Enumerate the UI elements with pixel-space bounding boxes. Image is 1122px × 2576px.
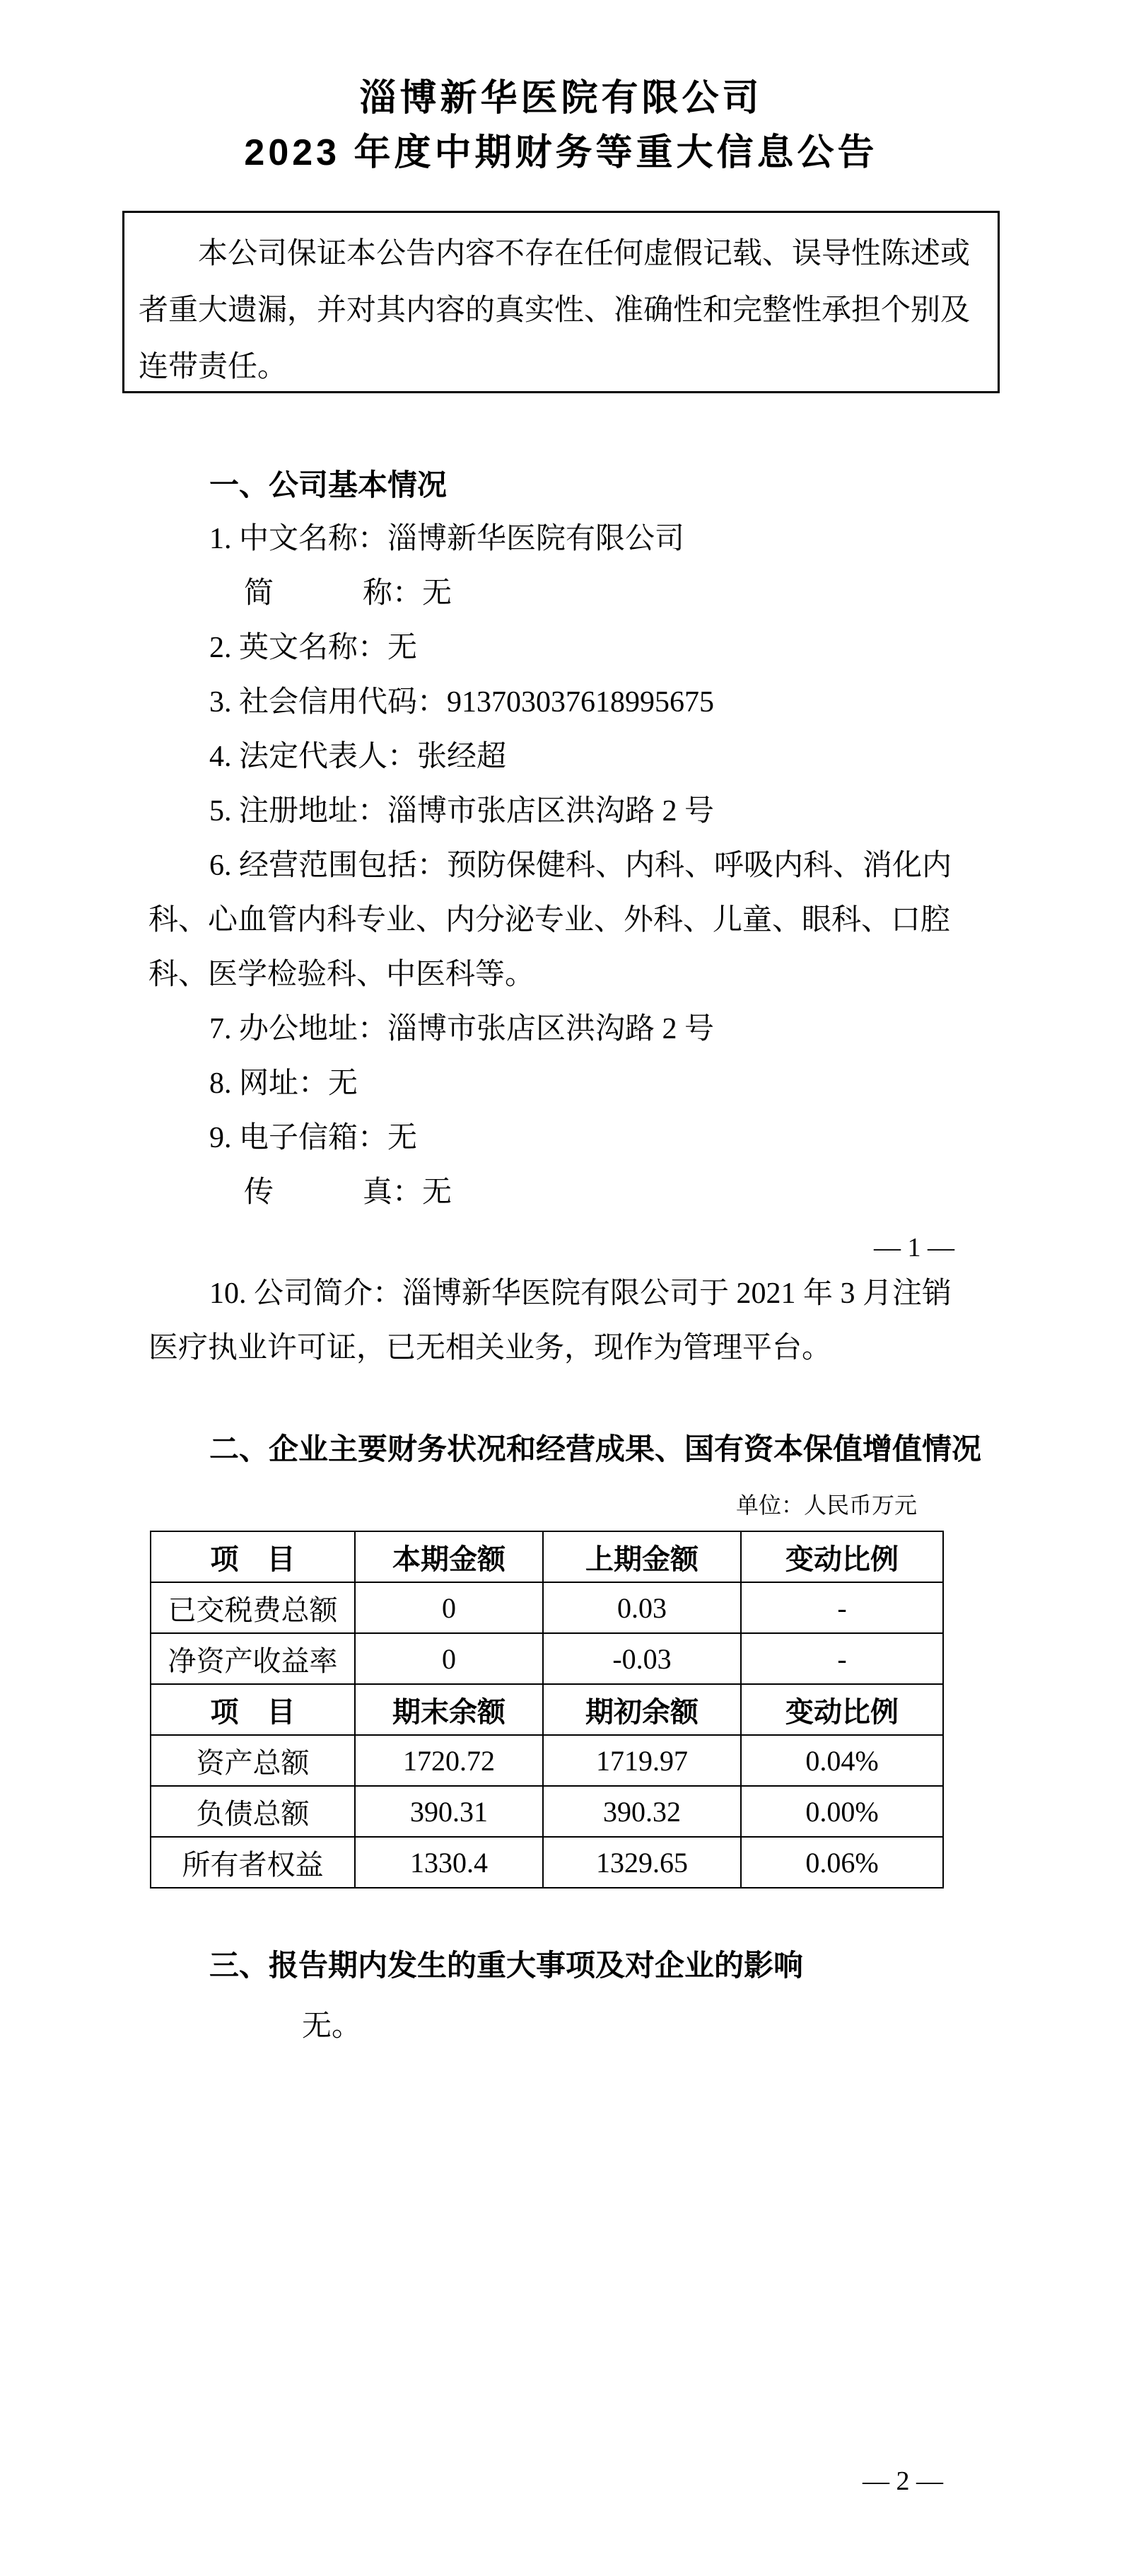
- basic-info-item-business-scope-wrap: 科、医学检验科、中医科等。: [148, 958, 535, 991]
- table-cell: 资产总额: [151, 1735, 355, 1786]
- major-events-content: 无。: [302, 2010, 362, 2043]
- section-heading-basic-info: 一、公司基本情况: [209, 468, 448, 501]
- table-cell: 净资产收益率: [151, 1633, 355, 1684]
- table-cell: 0.03: [543, 1582, 741, 1633]
- basic-info-item-website: 8. 网址：无: [209, 1067, 358, 1100]
- table-cell: -0.03: [543, 1633, 741, 1684]
- table-row-owners-equity: [151, 1837, 943, 1888]
- table-cell: 1719.97: [543, 1735, 741, 1786]
- table-header-cell: 本期金额: [355, 1531, 543, 1582]
- basic-info-item-registered-address: 5. 注册地址：淄博市张店区洪沟路 2 号: [209, 795, 715, 828]
- table-cell: 0.06%: [741, 1837, 943, 1888]
- table-header-row: [151, 1684, 943, 1735]
- finance-table: [150, 1531, 944, 1889]
- document-title-block: [0, 71, 1122, 180]
- basic-info-item-email: 9. 电子信箱：无: [209, 1122, 418, 1154]
- disclaimer-line: 者重大遗漏，并对其内容的真实性、准确性和完整性承担个别及: [139, 294, 971, 327]
- disclaimer-line: 本公司保证本公告内容不存在任何虚假记载、误导性陈述或: [198, 238, 971, 270]
- basic-info-item-credit-code: 3. 社会信用代码：913703037618995675: [209, 686, 715, 719]
- table-header-cell: 上期金额: [543, 1531, 741, 1582]
- table-header-cell: 变动比例: [741, 1531, 943, 1582]
- table-header-row: [151, 1531, 943, 1582]
- page-1-footer: — 1 —: [874, 1233, 954, 1263]
- table-cell: -: [741, 1582, 943, 1633]
- unit-note: 单位：人民币万元: [735, 1492, 917, 1518]
- section-heading-major-events: 三、报告期内发生的重大事项及对企业的影响: [209, 1949, 804, 1982]
- table-header-cell: 项 目: [151, 1531, 355, 1582]
- basic-info-item-english-name: 2. 英文名称：无: [209, 632, 418, 664]
- table-cell: -: [741, 1633, 943, 1684]
- table-row-total-assets: [151, 1735, 943, 1786]
- table-cell: 0.04%: [741, 1735, 943, 1786]
- table-header-cell: 期初余额: [543, 1684, 741, 1735]
- table-cell: 0: [355, 1633, 543, 1684]
- basic-info-item-company-profile-wrap: 医疗执业许可证，已无相关业务，现作为管理平台。: [148, 1332, 832, 1364]
- table-cell: 1330.4: [355, 1837, 543, 1888]
- table-row-total-liabilities: [151, 1786, 943, 1837]
- table-cell: 0.00%: [741, 1786, 943, 1837]
- basic-info-item-short-name: 简 称：无: [244, 577, 452, 610]
- page-title: 淄博新华医院有限公司: [359, 78, 763, 119]
- basic-info-item-business-scope-wrap: 科、心血管内科专业、内分泌专业、外科、儿童、眼科、口腔: [148, 904, 951, 936]
- table-header-cell: 变动比例: [741, 1684, 943, 1735]
- table-cell: 负债总额: [151, 1786, 355, 1837]
- disclaimer-box: [122, 211, 1000, 393]
- company-profile-paragraph: [148, 1267, 1032, 1376]
- basic-info-item-fax: 传 真：无: [244, 1176, 452, 1209]
- section-basic-info: [148, 458, 1032, 1220]
- table-cell: 390.32: [543, 1786, 741, 1837]
- table-row-taxes-paid: [151, 1582, 943, 1633]
- basic-info-item-business-scope: 6. 经营范围包括：预防保健科、内科、呼吸内科、消化内: [209, 849, 952, 882]
- section-heading-finance: 二、企业主要财务状况和经营成果、国有资本保值增值情况: [209, 1432, 982, 1466]
- page-2-footer: — 2 —: [863, 2466, 943, 2496]
- table-cell: 1329.65: [543, 1837, 741, 1888]
- table-header-cell: 期末余额: [355, 1684, 543, 1735]
- table-cell: 390.31: [355, 1786, 543, 1837]
- basic-info-item-legal-representative: 4. 法定代表人：张经超: [209, 741, 507, 773]
- page-subtitle: 2023 年度中期财务等重大信息公告: [244, 132, 878, 173]
- basic-info-item-chinese-name: 1. 中文名称：淄博新华医院有限公司: [209, 523, 685, 555]
- disclaimer-line: 连带责任。: [139, 351, 288, 383]
- table-cell: 所有者权益: [151, 1837, 355, 1888]
- table-row-return-on-equity: [151, 1633, 943, 1684]
- table-cell: 已交税费总额: [151, 1582, 355, 1633]
- basic-info-item-office-address: 7. 办公地址：淄博市张店区洪沟路 2 号: [209, 1013, 715, 1045]
- table-cell: 0: [355, 1582, 543, 1633]
- table-header-cell: 项 目: [151, 1684, 355, 1735]
- basic-info-item-company-profile: 10. 公司简介：淄博新华医院有限公司于 2021 年 3 月注销: [209, 1277, 952, 1310]
- table-cell: 1720.72: [355, 1735, 543, 1786]
